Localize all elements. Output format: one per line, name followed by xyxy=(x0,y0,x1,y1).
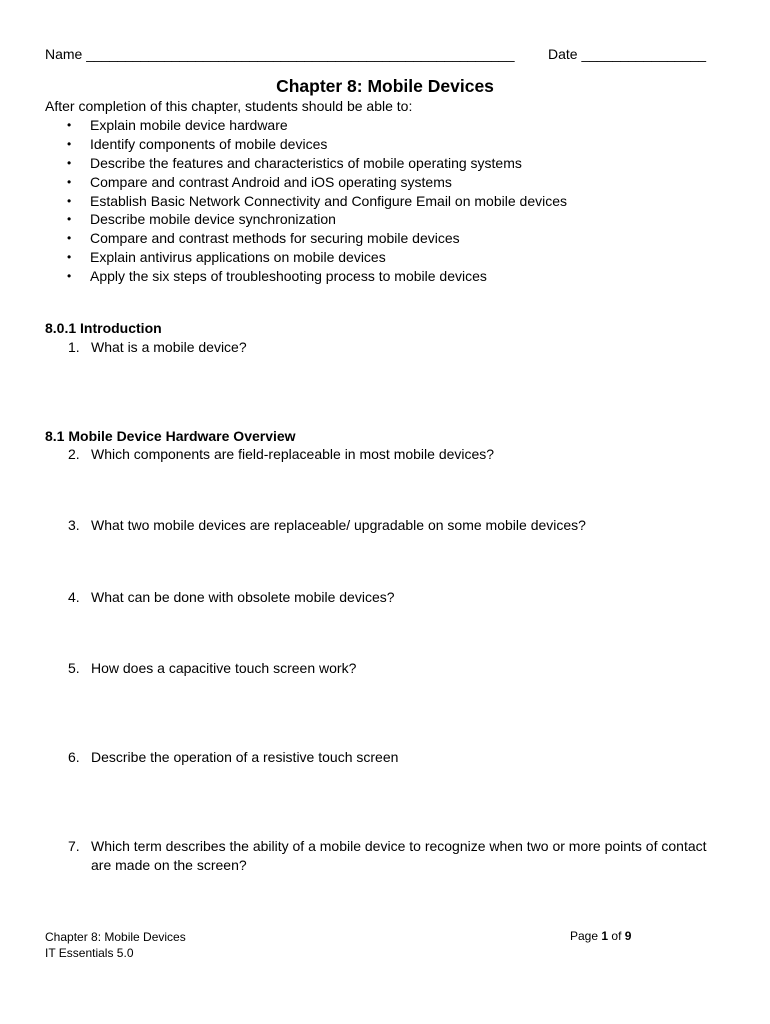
objective-item xyxy=(45,192,567,211)
bullet-icon: • xyxy=(67,174,72,189)
question-7 xyxy=(68,837,728,875)
objective-text: Compare and contrast Android and iOS operating systems xyxy=(90,173,452,190)
date-field xyxy=(548,46,706,62)
objective-item xyxy=(45,135,567,154)
date-label: Date xyxy=(548,46,578,62)
question-number: 1. xyxy=(68,339,80,355)
objective-text: Compare and contrast methods for securing mobile devices xyxy=(90,230,460,247)
question-text: How does a capacitive touch screen work? xyxy=(91,660,357,676)
bullet-icon: • xyxy=(67,231,72,246)
objective-item xyxy=(45,154,567,173)
bullet-icon: • xyxy=(67,136,72,151)
section-heading-introduction: 8.0.1 Introduction xyxy=(45,320,162,336)
objective-item xyxy=(45,248,567,267)
question-2 xyxy=(68,445,728,464)
objectives-list xyxy=(45,116,567,286)
objective-text: Describe the features and characteristics of mobile operating systems xyxy=(90,154,522,171)
objective-text: Explain antivirus applications on mobile devices xyxy=(90,249,386,266)
objective-item xyxy=(45,267,567,286)
bullet-icon: • xyxy=(67,155,72,170)
question-text: What two mobile devices are replaceable/ upgradable on some mobile devices? xyxy=(91,517,586,533)
question-number: 3. xyxy=(68,517,80,533)
bullet-icon: • xyxy=(67,250,72,265)
objective-text: Identify components of mobile devices xyxy=(90,135,328,152)
question-number: 7. xyxy=(68,838,80,854)
question-1 xyxy=(68,338,728,357)
question-6 xyxy=(68,748,728,767)
question-5 xyxy=(68,659,728,678)
name-field xyxy=(45,46,515,62)
objective-item xyxy=(45,210,567,229)
question-text: Describe the operation of a resistive touch screen xyxy=(91,749,399,765)
objective-text: Explain mobile device hardware xyxy=(90,117,288,133)
question-number: 2. xyxy=(68,446,80,462)
footer-chapter: Chapter 8: Mobile Devices xyxy=(45,930,186,944)
question-number: 5. xyxy=(68,660,80,676)
page-current: 1 xyxy=(601,929,609,943)
question-number: 4. xyxy=(68,589,80,605)
question-number: 6. xyxy=(68,749,80,765)
section-heading-hardware-overview: 8.1 Mobile Device Hardware Overview xyxy=(45,428,296,444)
page-number xyxy=(570,929,631,943)
intro-text: After completion of this chapter, students should be able to: xyxy=(45,98,413,114)
objective-item xyxy=(45,229,567,248)
objective-item xyxy=(45,173,567,192)
date-blank: ________________ xyxy=(581,46,707,62)
question-3 xyxy=(68,516,728,535)
question-text: What can be done with obsolete mobile devices? xyxy=(91,589,395,605)
question-text: What is a mobile device? xyxy=(91,339,247,355)
question-text: Which term describes the ability of a mobile device to recognize when two or more points of contact are made on the screen? xyxy=(91,838,707,873)
question-text: Which components are field-replaceable in most mobile devices? xyxy=(91,446,495,462)
objective-text: Apply the six steps of troubleshooting process to mobile devices xyxy=(90,268,487,285)
bullet-icon: • xyxy=(67,212,72,227)
name-blank: _______________________________________________________ xyxy=(86,46,515,62)
page-word: Page xyxy=(570,929,599,943)
page-total: 9 xyxy=(624,929,632,943)
objective-item xyxy=(45,116,567,135)
footer-left xyxy=(45,929,186,961)
bullet-icon: • xyxy=(67,193,72,208)
question-4 xyxy=(68,588,728,607)
page-title: Chapter 8: Mobile Devices xyxy=(276,76,494,96)
objective-text: Describe mobile device synchronization xyxy=(90,211,336,228)
page-of: of xyxy=(611,929,622,943)
objective-text: Establish Basic Network Connectivity and Configure Email on mobile devices xyxy=(90,192,567,209)
name-label: Name xyxy=(45,46,83,62)
footer-course: IT Essentials 5.0 xyxy=(45,946,134,960)
bullet-icon: • xyxy=(67,118,72,132)
bullet-icon: • xyxy=(67,269,72,284)
